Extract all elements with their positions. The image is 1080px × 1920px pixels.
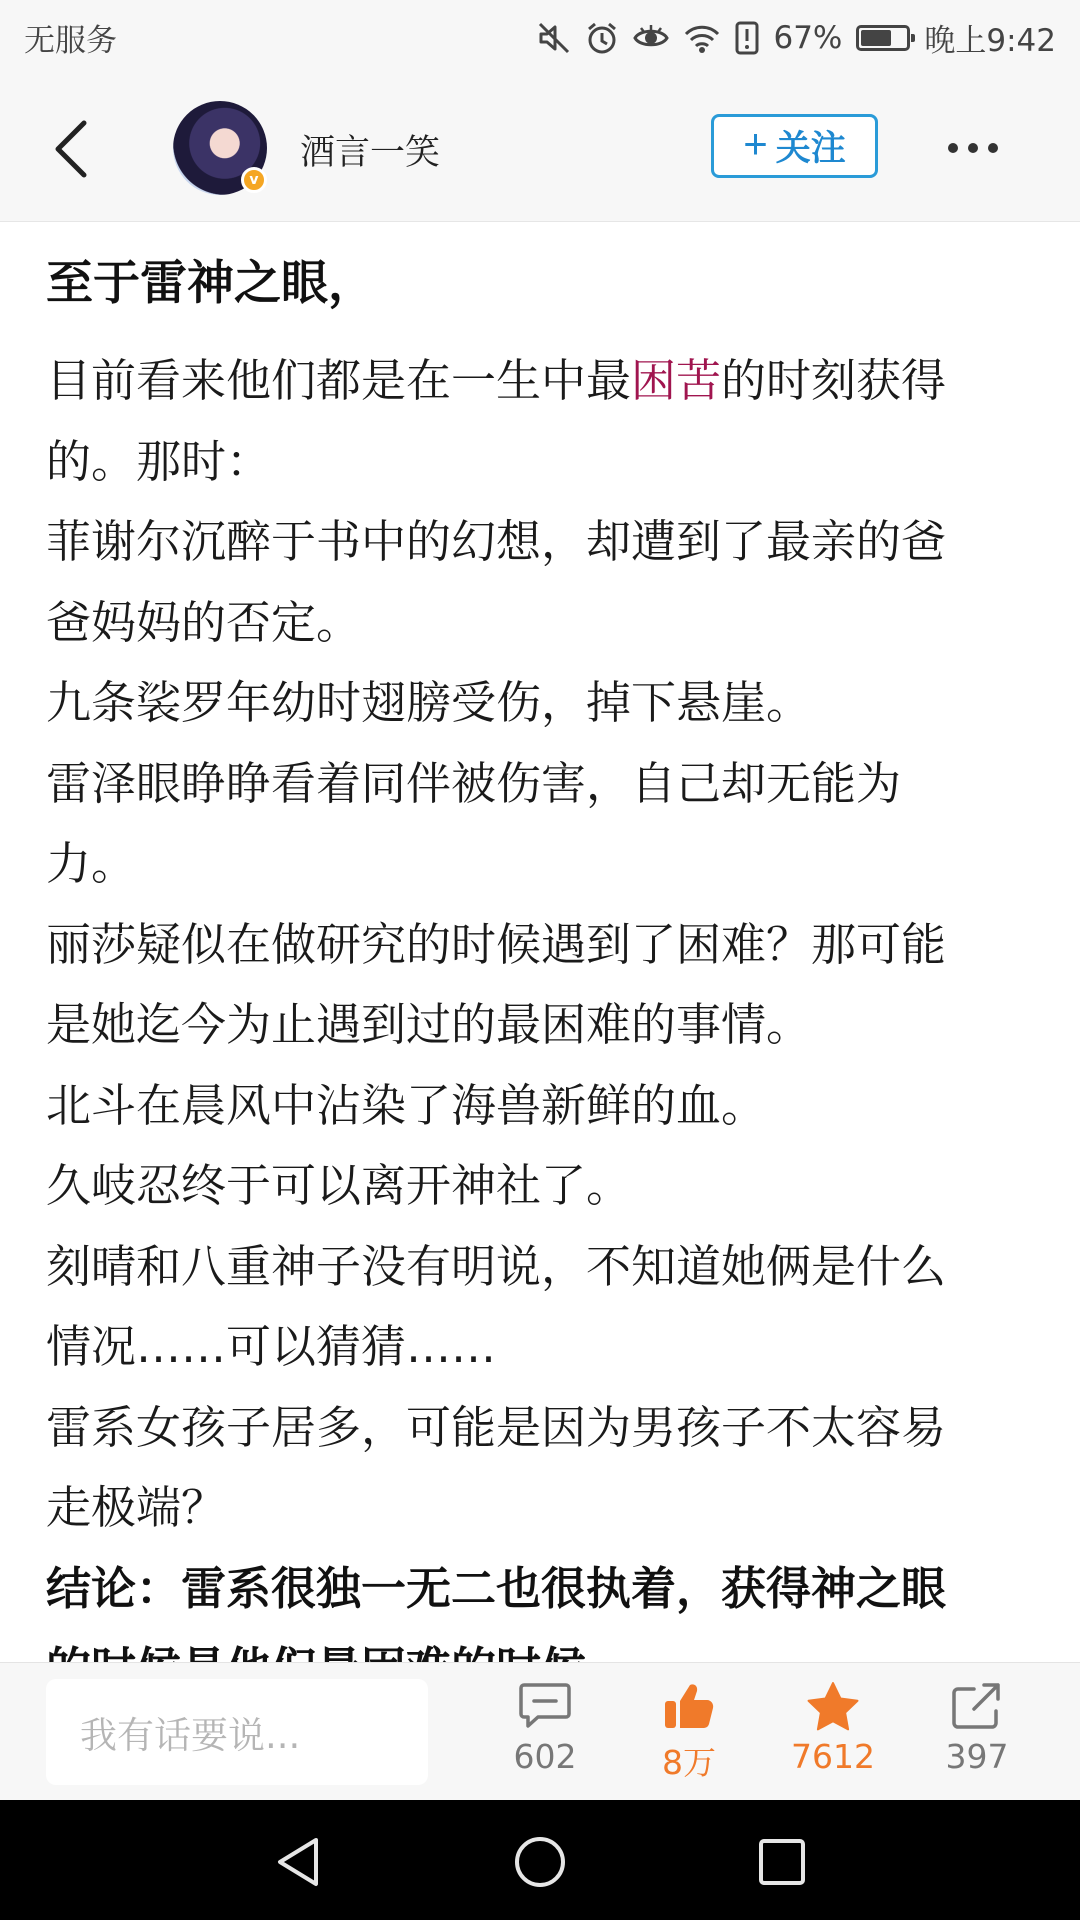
- article-line: 九条裟罗年幼时翅膀受伤，掉下悬崖。: [46, 676, 812, 729]
- favorite-count: 7612: [791, 1737, 875, 1776]
- status-bar: [0, 0, 1080, 75]
- carrier-text: 无服务: [24, 23, 117, 59]
- mute-icon: [537, 21, 571, 55]
- home-circle-icon[interactable]: [512, 1834, 568, 1890]
- article-line: 是她迄今为止遇到过的最困难的事情。: [46, 998, 812, 1051]
- wifi-icon: [683, 22, 721, 54]
- comment-input[interactable]: 我有话要说...: [46, 1679, 428, 1785]
- conclusion-line: 结论：雷系很独一无二也很执着，获得神之眼: [46, 1562, 947, 1615]
- alarm-icon: [585, 21, 619, 55]
- article-line: 情况……可以猜猜……: [46, 1320, 497, 1373]
- follow-button[interactable]: [711, 114, 878, 178]
- article-line: 菲谢尔沉醉于书中的幻想，却遭到了最亲的爸: [46, 515, 947, 568]
- more-options-icon[interactable]: [948, 143, 998, 153]
- share-count: 397: [945, 1737, 1009, 1776]
- article-line: 雷系女孩子居多，可能是因为男孩子不太容易: [46, 1401, 947, 1454]
- back-triangle-icon[interactable]: [272, 1834, 324, 1890]
- plus-icon: +: [743, 120, 768, 167]
- article-body: [0, 222, 1080, 1662]
- favorite-button[interactable]: [778, 1681, 888, 1776]
- article-line: 走极端？: [46, 1481, 227, 1534]
- comment-icon: [518, 1681, 572, 1731]
- article-line: 目前看来他们都是在一生中最困苦的时刻获得: [46, 354, 947, 407]
- article-line: 北斗在晨风中沾染了海兽新鲜的血。: [46, 1079, 767, 1132]
- article-line: 雷泽眼睁睁看着同伴被伤害，自己却无能为: [46, 757, 902, 810]
- article-heading: 至于雷神之眼，: [46, 256, 375, 311]
- status-icons: [537, 15, 1056, 60]
- recents-square-icon[interactable]: [756, 1834, 808, 1890]
- post-header: [0, 75, 1080, 222]
- article-line: 爸妈妈的否定。: [46, 596, 362, 649]
- eye-icon: [633, 23, 669, 53]
- share-button[interactable]: [922, 1681, 1032, 1776]
- highlighted-text: 困苦: [631, 354, 722, 407]
- like-button[interactable]: [634, 1681, 744, 1784]
- battery-percent: 67%: [773, 19, 843, 56]
- follow-label: 关注: [775, 129, 846, 168]
- article-line: 力。: [46, 837, 137, 890]
- share-icon: [950, 1681, 1004, 1731]
- star-icon: [806, 1681, 860, 1731]
- thumbs-up-icon: [662, 1681, 716, 1731]
- system-nav-bar: [0, 1800, 1080, 1920]
- comment-count: 602: [513, 1737, 577, 1776]
- article-line: 刻晴和八重神子没有明说，不知道她俩是什么: [46, 1240, 947, 1293]
- username[interactable]: 酒言一笑: [300, 133, 441, 173]
- action-bar: [0, 1662, 1080, 1800]
- battery-icon: [856, 25, 910, 51]
- like-count: 8万: [662, 1743, 716, 1782]
- comment-button[interactable]: [490, 1681, 600, 1776]
- back-arrow-icon[interactable]: [48, 117, 98, 181]
- article-line: 久岐忍终于可以离开神社了。: [46, 1159, 632, 1212]
- article-line: 丽莎疑似在做研究的时候遇到了困难？那可能: [46, 918, 947, 971]
- status-time: 晚上9:42: [924, 23, 1056, 59]
- verified-badge-icon: v: [241, 167, 267, 193]
- article-line: 的。那时：: [46, 435, 272, 488]
- alert-icon: [735, 21, 759, 55]
